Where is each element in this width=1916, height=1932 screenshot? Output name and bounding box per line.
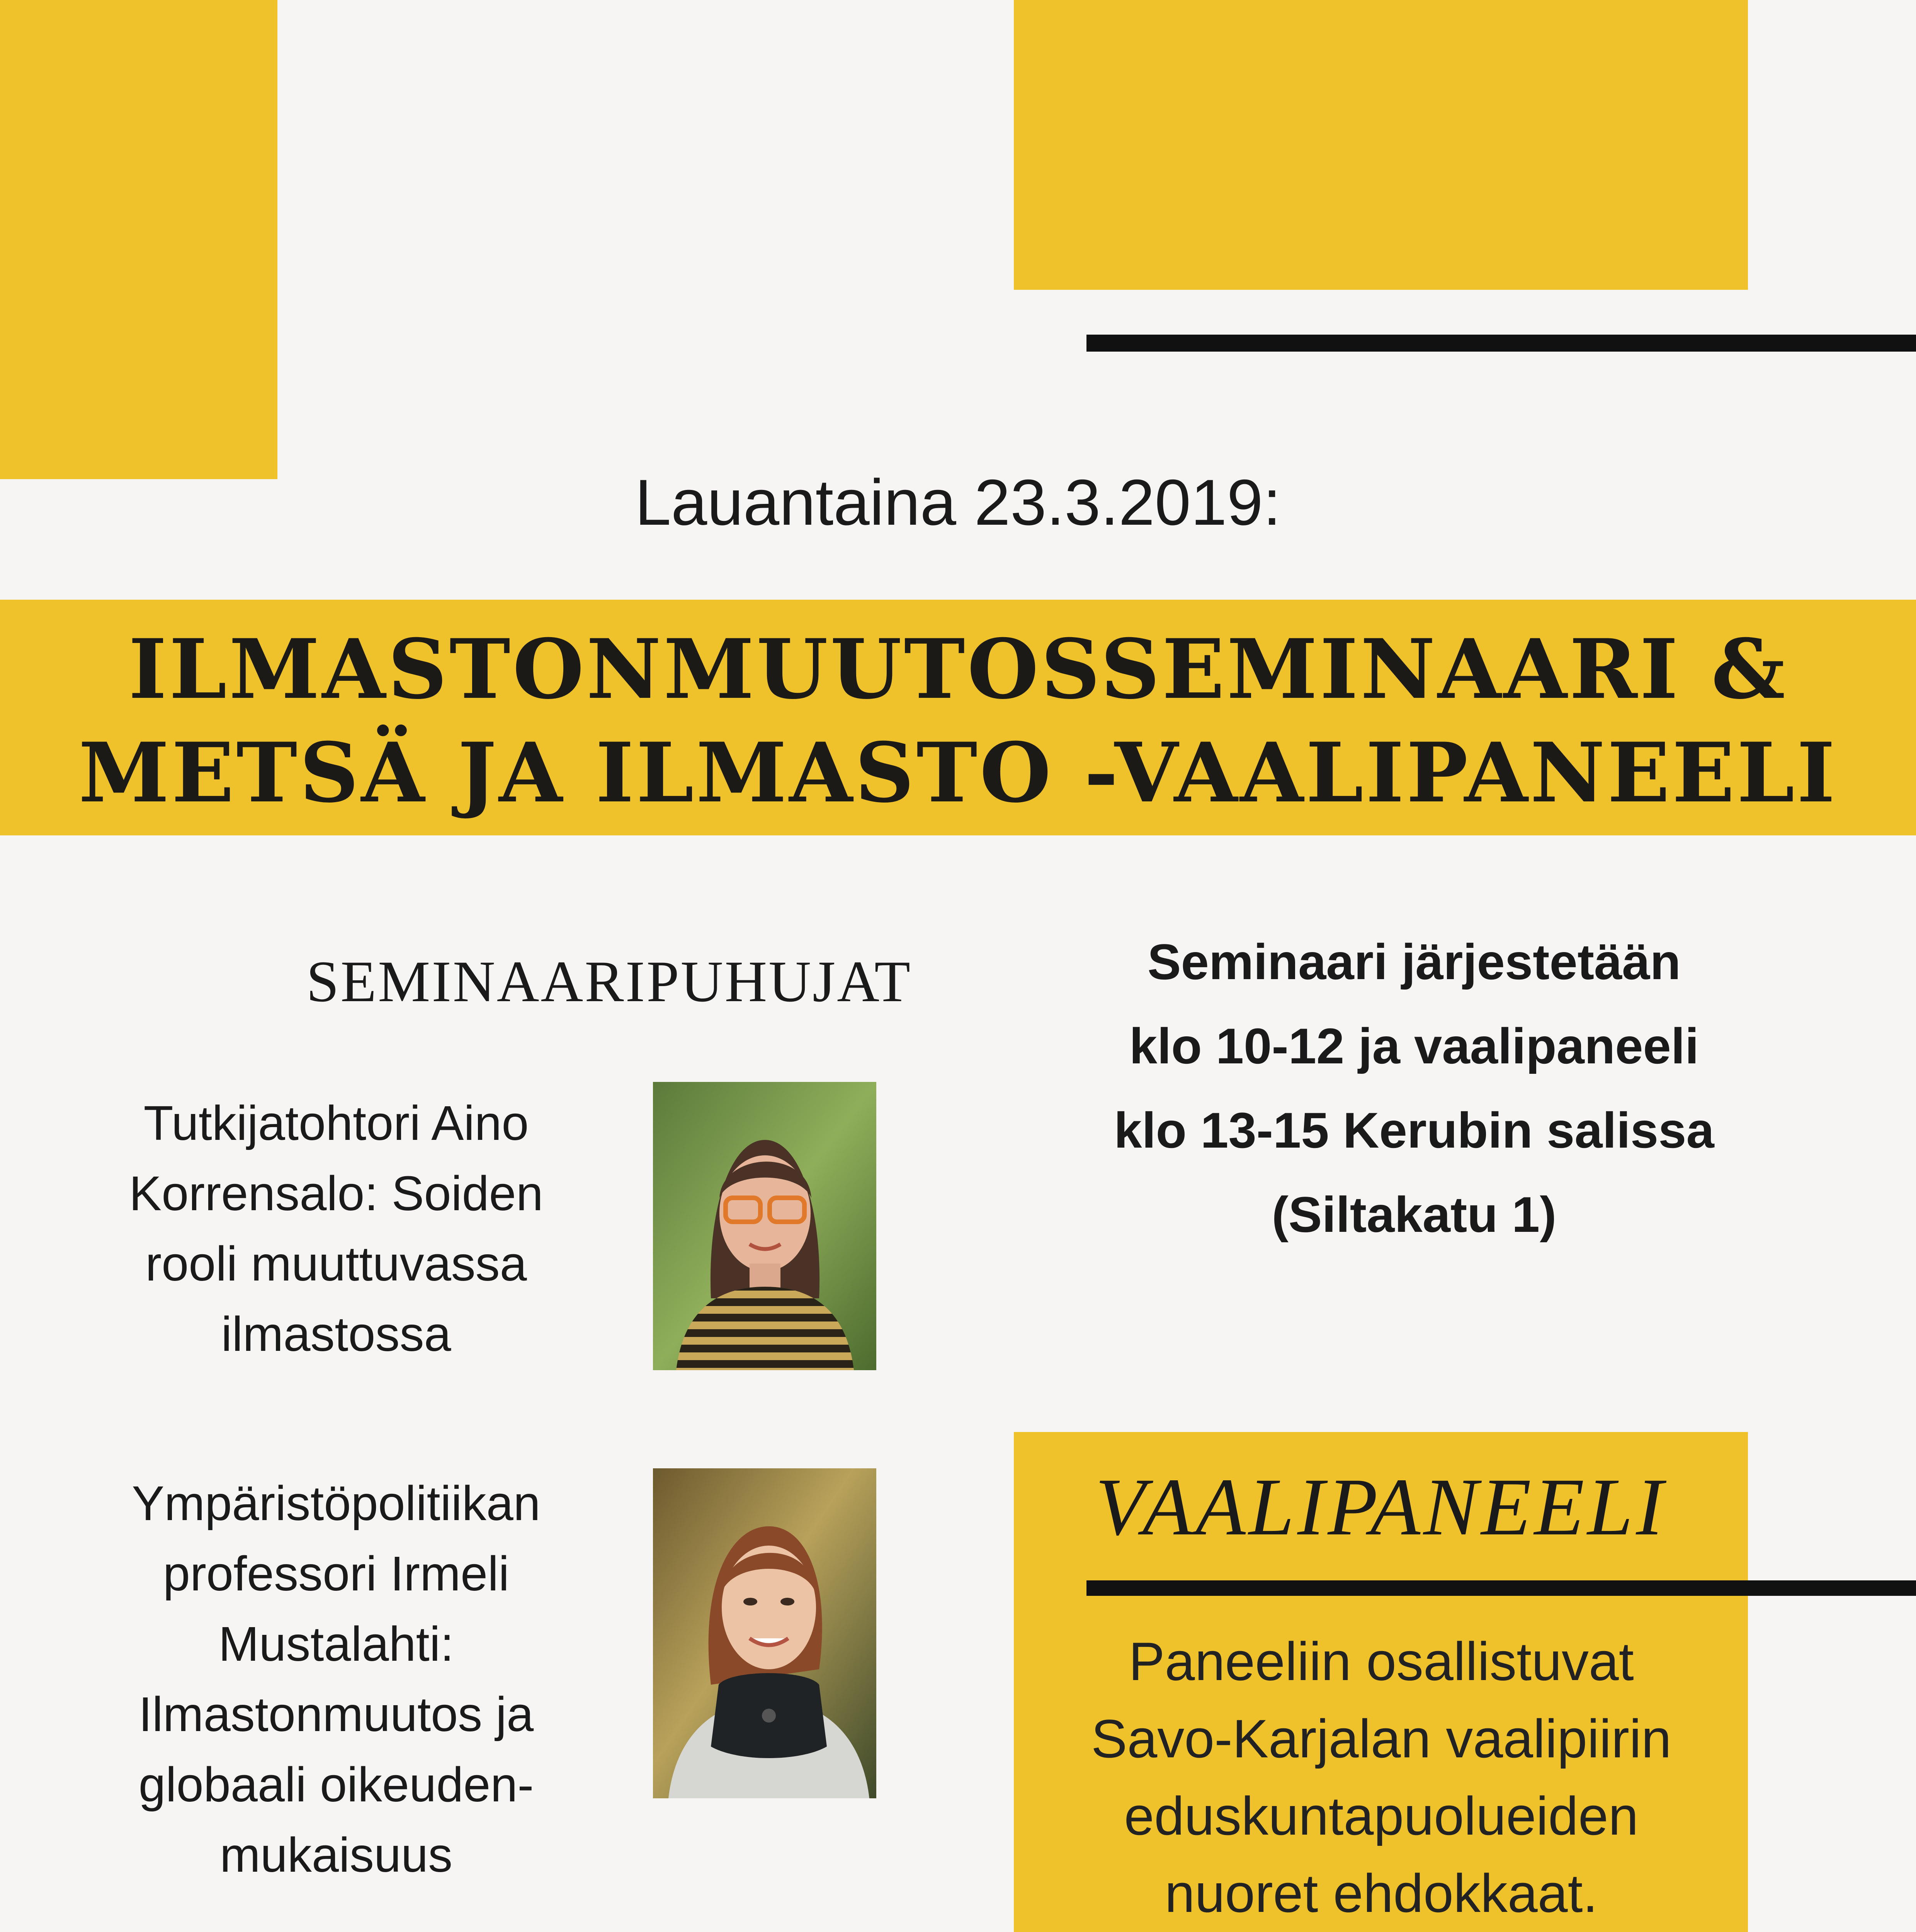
speaker-aino-korrensalo [62, 1088, 610, 1369]
speaker-line: Ympäristöpolitiikan [132, 1476, 541, 1531]
divider-top [1086, 335, 1916, 352]
panel-line: nuoret ehdokkaat. [1165, 1863, 1598, 1923]
event-date: Lauantaina 23.3.2019: [635, 466, 1281, 539]
event-info [1035, 920, 1793, 1257]
panel-line: Paneeliin osallistuvat [1129, 1631, 1634, 1692]
panel-heading: VAALIPANEELI [1095, 1461, 1666, 1552]
speaker-irmeli-mustalahti [62, 1468, 610, 1890]
speaker-line: rooli muuttuvassa [145, 1236, 527, 1291]
panel-line: eduskuntapuolueiden [1124, 1786, 1639, 1846]
decorative-yellow-block-top-right [1014, 0, 1748, 290]
title-line-2: METSÄ JA ILMASTO -VAALIPANEELI [78, 724, 1838, 821]
speaker-line: Mustalahti: [218, 1617, 454, 1671]
speaker-photo-aino [653, 1082, 876, 1370]
speaker-photo-irmeli [653, 1468, 876, 1798]
decorative-yellow-block-left [0, 0, 277, 479]
speaker-line: ilmastossa [221, 1307, 451, 1361]
title-band [0, 600, 1916, 835]
portrait-illustration [653, 1468, 876, 1798]
speaker-line: mukaisuus [219, 1828, 453, 1882]
speaker-line: Ilmastonmuutos ja [138, 1687, 534, 1742]
speaker-line: globaali oikeuden- [138, 1757, 534, 1812]
speaker-line: professori Irmeli [163, 1546, 510, 1601]
title-line-1: ILMASTONMUUTOSSEMINAARI & [128, 621, 1788, 717]
speakers-heading: SEMINAARIPUHUJAT [306, 949, 912, 1014]
event-info-line: Seminaari järjestetään [1147, 934, 1681, 990]
portrait-illustration [653, 1082, 876, 1370]
panel-description [1043, 1623, 1719, 1932]
speaker-line: Korrensalo: Soiden [129, 1166, 543, 1221]
panel-heading-rule [1086, 1580, 1916, 1596]
panel-line: Savo-Karjalan vaalipiirin [1091, 1708, 1671, 1769]
event-info-line: klo 10-12 ja vaalipaneeli [1129, 1018, 1699, 1074]
event-info-line: (Siltakatu 1) [1272, 1186, 1557, 1243]
speaker-line: Tutkijatohtori Aino [143, 1096, 529, 1150]
event-info-line: klo 13-15 Kerubin salissa [1114, 1102, 1714, 1158]
